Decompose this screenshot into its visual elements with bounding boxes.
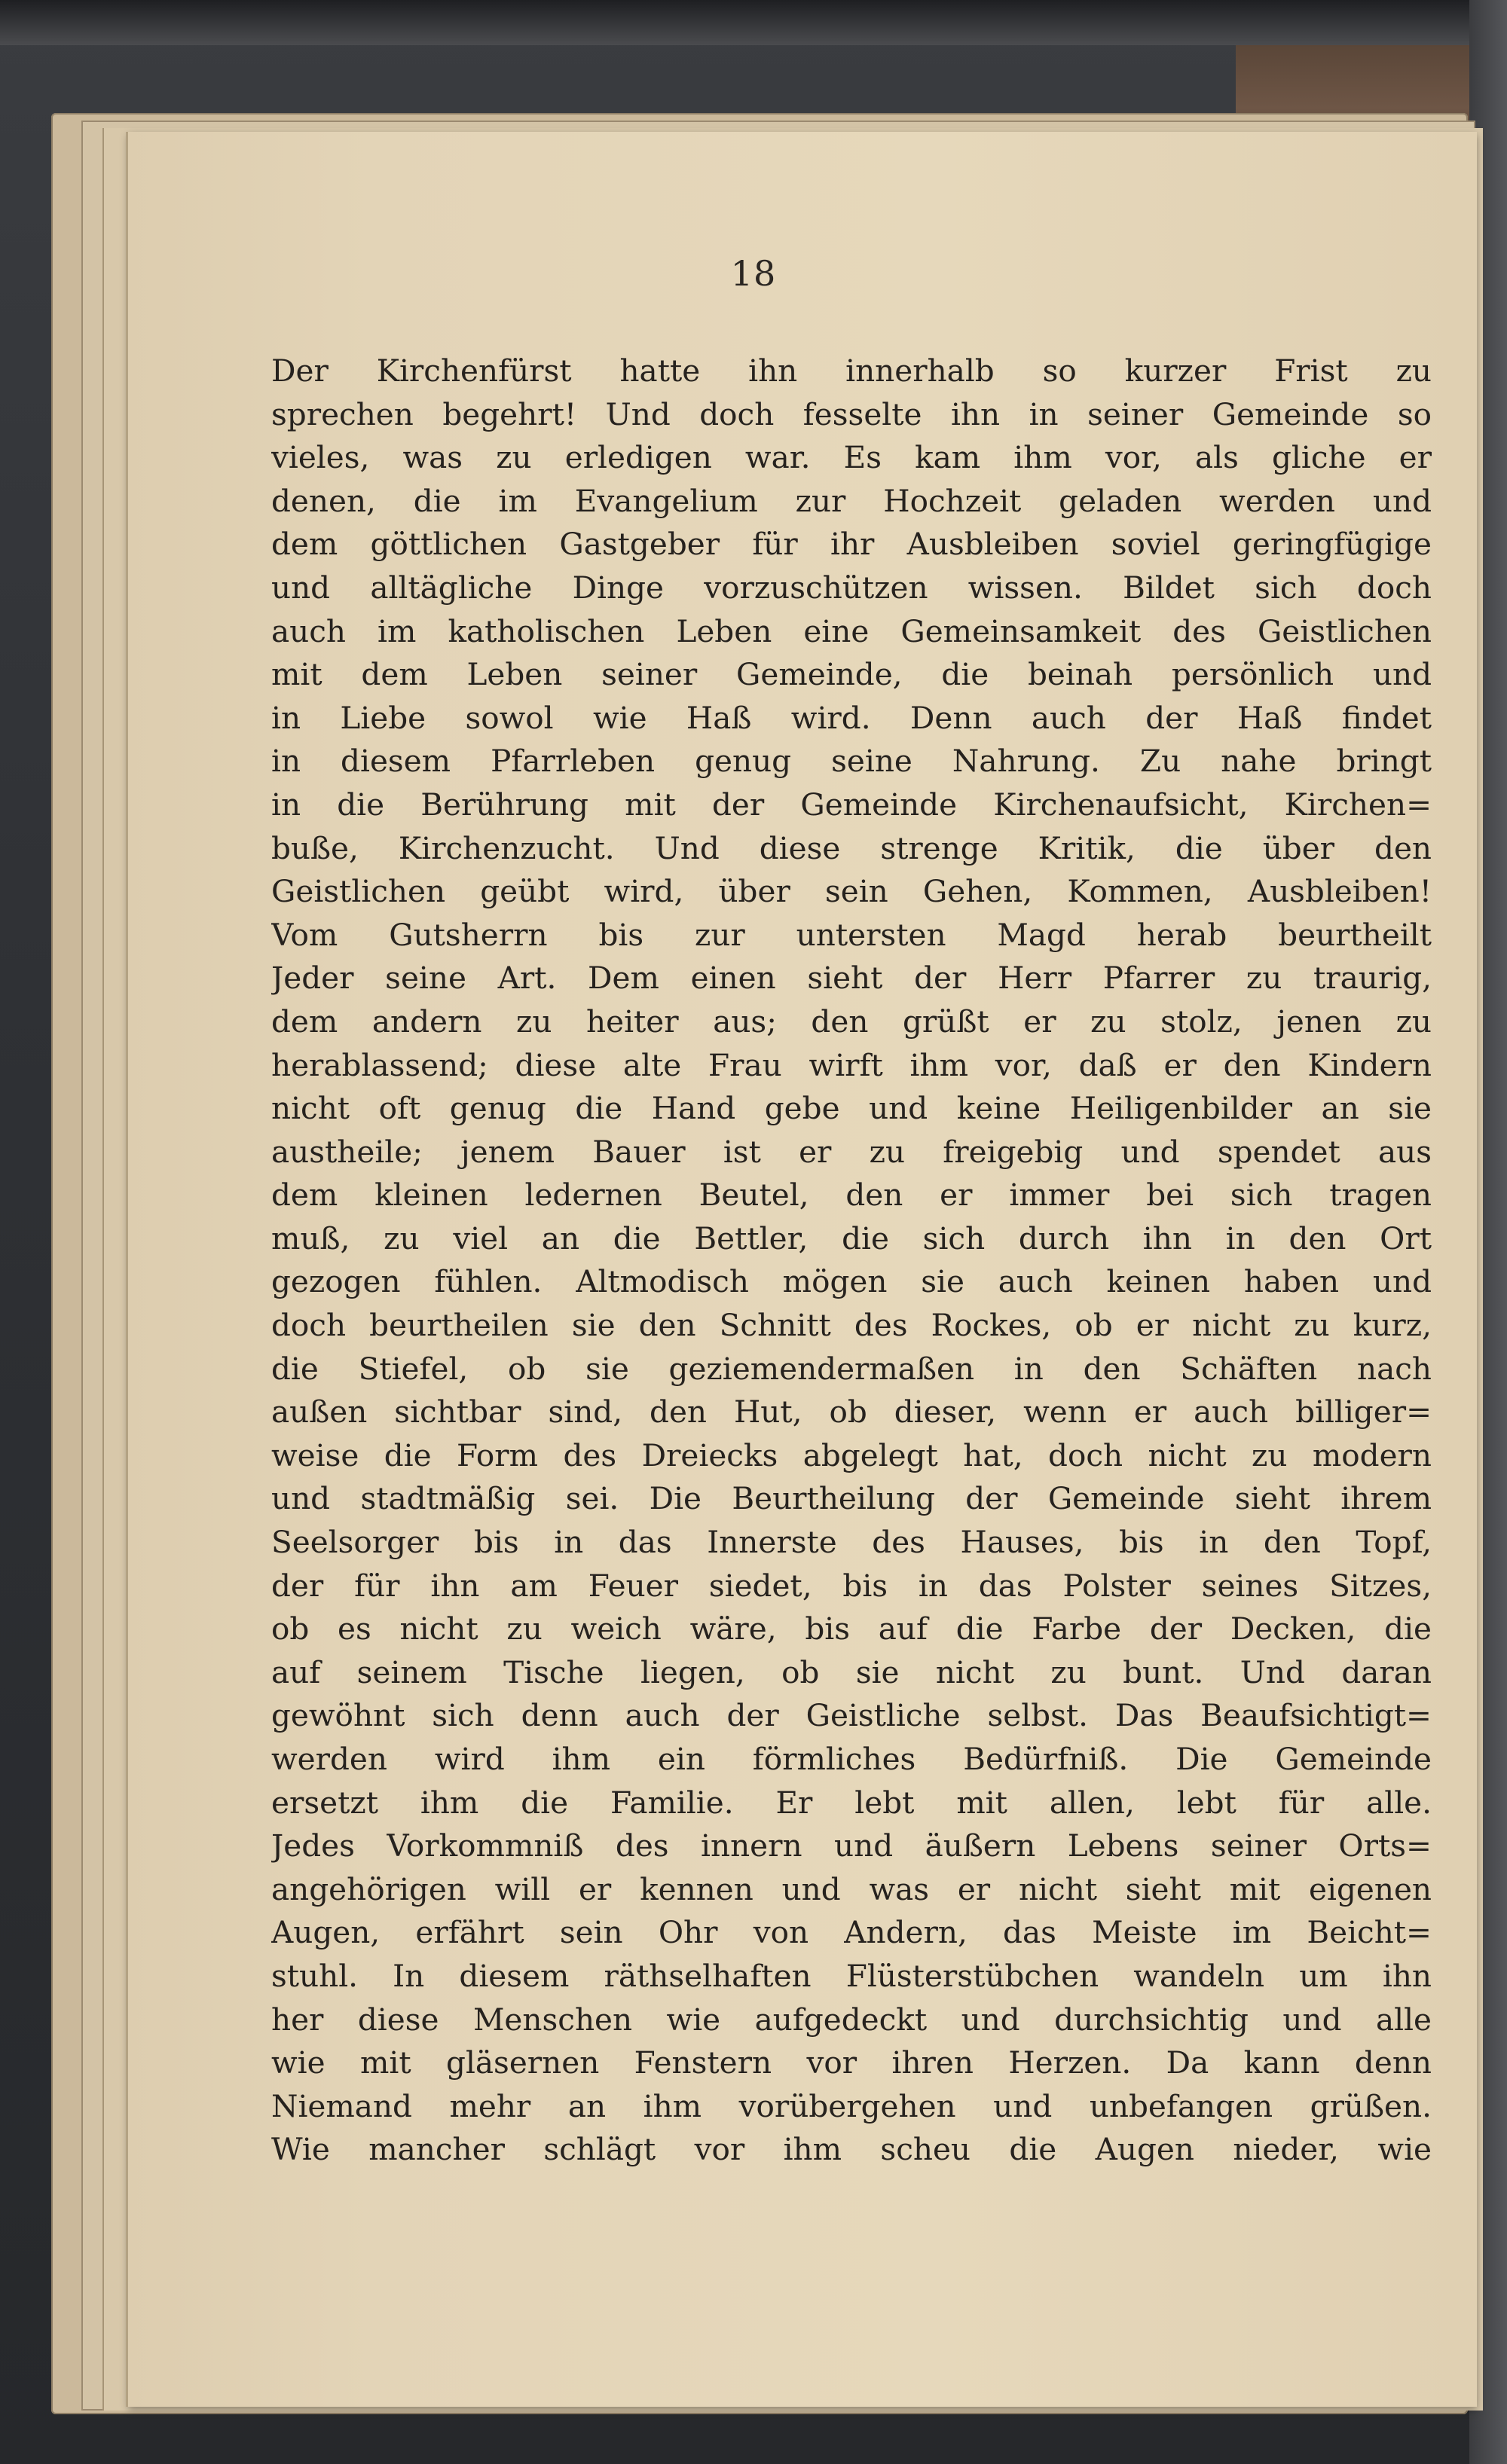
text-line: muß, zu viel an die Bettler, die sich durch ihn in den Ort <box>271 1220 1432 1256</box>
scan-top-edge <box>0 0 1507 45</box>
text-line: nicht oft genug die Hand gebe und keine Heiligenbilder an sie <box>271 1090 1432 1127</box>
text-line: mit dem Leben seiner Gemeinde, die beinah persönlich und <box>271 656 1432 693</box>
text-line: dem andern zu heiter aus; den grüßt er zu stolz, jenen zu <box>271 1003 1432 1040</box>
text-line: die Stiefel, ob sie geziemendermaßen in den Schäften nach <box>271 1350 1432 1387</box>
text-line: außen sichtbar sind, den Hut, ob dieser, wenn er auch billiger= <box>271 1394 1432 1430</box>
text-line: angehörigen will er kennen und was er nicht sieht mit eigenen <box>271 1870 1432 1907</box>
text-line: Jedes Vorkommniß des innern und äußern Lebens seiner Orts= <box>271 1827 1432 1864</box>
text-line: Der Kirchenfürst hatte ihn innerhalb so kurzer Frist zu <box>271 353 1432 389</box>
text-line: Geistlichen geübt wird, über sein Gehen, Kommen, Ausbleiben! <box>271 873 1432 910</box>
text-line: doch beurtheilen sie den Schnitt des Rockes, ob er nicht zu kurz, <box>271 1307 1432 1344</box>
text-line: dem göttlichen Gastgeber für ihr Ausbleiben soviel geringfügige <box>271 526 1432 563</box>
text-line: Vom Gutsherrn bis zur untersten Magd herab beurtheilt <box>271 916 1432 953</box>
text-line: in Liebe sowol wie Haß wird. Denn auch der Haß findet <box>271 699 1432 736</box>
text-line: und stadtmäßig sei. Die Beurtheilung der Gemeinde sieht ihrem <box>271 1480 1432 1517</box>
text-line: werden wird ihm ein förmliches Bedürfniß. Die Gemeinde <box>271 1741 1432 1777</box>
text-line: vieles, was zu erledigen war. Es kam ihm vor, als gliche er <box>271 439 1432 476</box>
text-line: weise die Form des Dreiecks abgelegt hat, doch nicht zu modern <box>271 1437 1432 1473</box>
text-line: denen, die im Evangelium zur Hochzeit geladen werden und <box>271 482 1432 519</box>
text-line: dem kleinen ledernen Beutel, den er immer bei sich tragen <box>271 1177 1432 1214</box>
text-line: in die Berührung mit der Gemeinde Kirchenaufsicht, Kirchen= <box>271 786 1432 823</box>
text-line: in diesem Pfarrleben genug seine Nahrung. Zu nahe bringt <box>271 743 1432 780</box>
text-line: ersetzt ihm die Familie. Er lebt mit allen, lebt für alle. <box>271 1784 1432 1821</box>
text-line: sprechen begehrt! Und doch fesselte ihn in seiner Gemeinde so <box>271 395 1432 432</box>
text-line: austheile; jenem Bauer ist er zu freigebig und spendet aus <box>271 1133 1432 1170</box>
text-line: Seelsorger bis in das Innerste des Hauses, bis in den Topf, <box>271 1524 1432 1561</box>
text-line: ob es nicht zu weich wäre, bis auf die Farbe der Decken, die <box>271 1611 1432 1647</box>
text-line: her diese Menschen wie aufgedeckt und durchsichtig und alle <box>271 2001 1432 2038</box>
text-line: auf seinem Tische liegen, ob sie nicht zu bunt. Und daran <box>271 1653 1432 1690</box>
text-line: der für ihn am Feuer siedet, bis in das Polster seines Sitzes, <box>271 1567 1432 1604</box>
text-line: Jeder seine Art. Dem einen sieht der Herr Pfarrer zu traurig, <box>271 960 1432 997</box>
text-line: buße, Kirchenzucht. Und diese strenge Kritik, die über den <box>271 829 1432 866</box>
text-line: Niemand mehr an ihm vorübergehen und unbefangen grüßen. <box>271 2087 1432 2124</box>
body-text <box>271 350 1432 2172</box>
text-line: und alltägliche Dinge vorzuschützen wissen. Bildet sich doch <box>271 569 1432 606</box>
page-number: 18 <box>730 253 777 294</box>
text-line: Augen, erfährt sein Ohr von Andern, das Meiste im Beicht= <box>271 1914 1432 1951</box>
text-line: stuhl. In diesem räthselhaften Flüsterstübchen wandeln um ihn <box>271 1957 1432 1994</box>
text-line: gewöhnt sich denn auch der Geistliche selbst. Das Beaufsichtigt= <box>271 1697 1432 1734</box>
text-line: gezogen fühlen. Altmodisch mögen sie auch keinen haben und <box>271 1263 1432 1300</box>
text-line: wie mit gläsernen Fenstern vor ihren Herzen. Da kann denn <box>271 2044 1432 2081</box>
text-line: Wie mancher schlägt vor ihm scheu die Augen nieder, wie <box>271 2131 1432 2168</box>
text-line: herablassend; diese alte Frau wirft ihm vor, daß er den Kindern <box>271 1046 1432 1083</box>
text-line: auch im katholischen Leben eine Gemeinsamkeit des Geistlichen <box>271 612 1432 649</box>
